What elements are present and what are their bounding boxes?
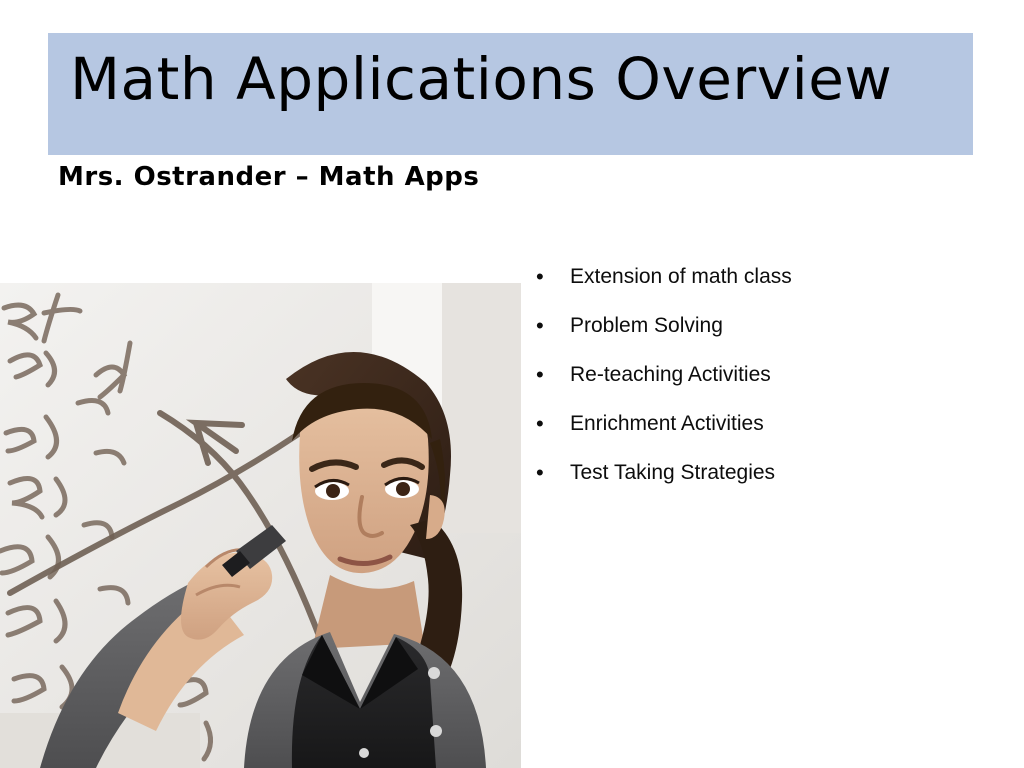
list-item: • Extension of math class: [528, 252, 998, 301]
list-item: • Problem Solving: [528, 301, 998, 350]
woman-writing-equations-on-glass-illustration: [0, 283, 521, 768]
list-item: • Enrichment Activities: [528, 399, 998, 448]
list-item: • Test Taking Strategies: [528, 448, 998, 497]
list-item: • Re-teaching Activities: [528, 350, 998, 399]
bullet-list: [528, 252, 998, 497]
page-title: Math Applications Overview: [70, 45, 893, 113]
slide-subtitle: Mrs. Ostrander – Math Apps: [58, 162, 480, 192]
slide-image: [0, 283, 521, 768]
